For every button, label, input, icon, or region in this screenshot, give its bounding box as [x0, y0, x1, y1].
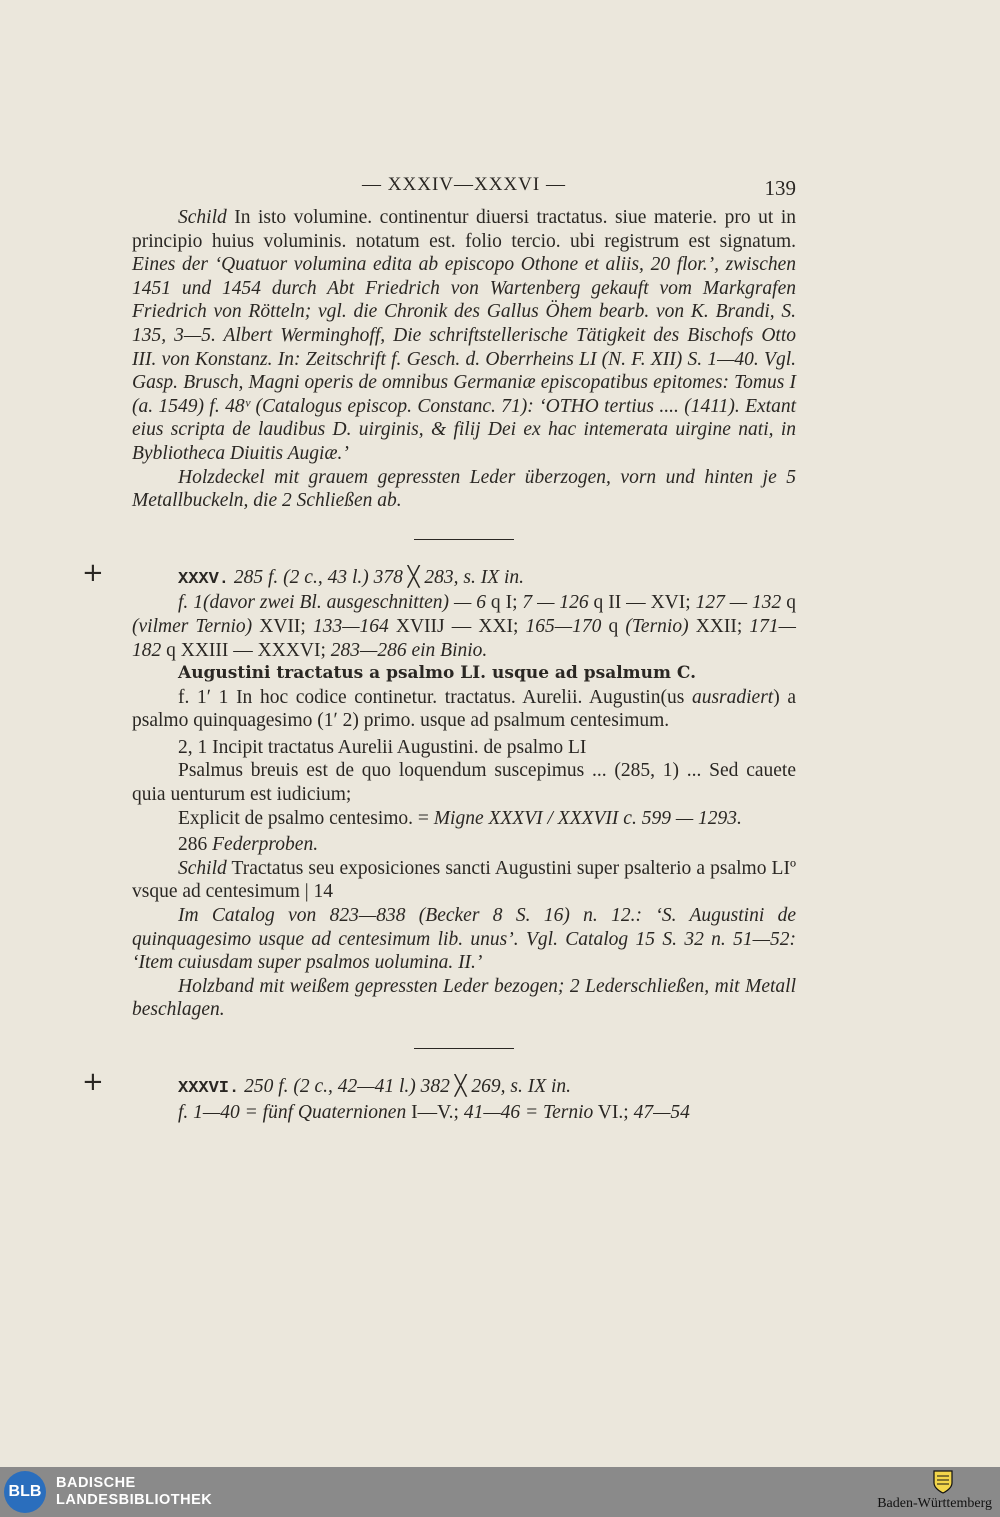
text-run: XXII;: [688, 615, 750, 637]
text-run: ) a psalmo quinquagesimo (1ʹ 2) primo. usque ad psalmum centesimum.: [132, 686, 796, 732]
text-run: 286: [178, 834, 208, 856]
text-run: (vilmer Ternio): [132, 615, 253, 637]
library-name-line1: BADISCHE: [56, 1475, 136, 1491]
page-header: [132, 172, 796, 202]
text-run: 133—164: [312, 615, 389, 637]
running-head: — XXXIV—XXXVI —: [362, 174, 566, 195]
paragraph: [132, 466, 796, 513]
text-run: XVIIJ — XXI;: [388, 615, 526, 637]
page-content: [82, 206, 796, 1124]
section-divider: [414, 539, 514, 540]
text-run: 47—54: [633, 1101, 690, 1123]
content-title: Augustini tractatus a psalmo LI. usque ad psalmum C.: [178, 663, 697, 684]
text-run: Migne XXXVI / XXXVII c. 599 — 1293.: [433, 807, 742, 829]
text-run: 165—170: [525, 615, 602, 637]
text-run: 283—286 ein Binio.: [330, 639, 488, 661]
collation: [132, 1101, 796, 1125]
paragraph: [132, 736, 796, 760]
paragraph: [132, 807, 796, 831]
paragraph: [132, 206, 796, 466]
entry-heading-line: [132, 1075, 796, 1101]
paragraph: [132, 759, 796, 806]
text-run: Schild: [178, 207, 227, 228]
text-run: In hoc codice continetur. tractatus. Aurelii. Augustin(us: [228, 686, 692, 708]
text-run: Tractatus seu exposiciones sancti Augustini super psalterio a psalmo LIº vsque ad centesimum | 14: [132, 857, 796, 903]
paragraph: [132, 975, 796, 1022]
text-run: 127 — 132: [695, 592, 782, 614]
text-run: 7 — 126: [522, 592, 589, 614]
text-run: f. 1—40 = fünf Quaternionen: [178, 1101, 407, 1123]
text-run: q I;: [485, 592, 523, 614]
text-run: q: [781, 592, 796, 614]
text-run: VI.;: [593, 1101, 634, 1123]
text-run: q XXIII — XXXVI;: [161, 639, 331, 661]
entry-number: XXXVI.: [178, 1079, 240, 1098]
text-run: f. 1(davor zwei Bl. ausgeschnitten) — 6: [178, 592, 486, 614]
footer-bar: [0, 1467, 1000, 1517]
text-run: (Ternio): [625, 615, 689, 637]
entry-heading-line: [132, 566, 796, 592]
plus-marker: +: [82, 557, 104, 588]
text-run: Holzband mit weißem gepressten Leder bezogen; 2 Lederschließen, mit Metall beschlagen.: [132, 975, 796, 1021]
text-run: f. 1ʹ 1: [178, 686, 229, 708]
text-run: 171—182: [132, 615, 796, 661]
text-run: I—V.;: [406, 1101, 464, 1123]
paragraph: [132, 904, 796, 975]
plus-marker: +: [82, 1067, 104, 1097]
text-run: Holzdeckel mit grauem gepressten Leder überzogen, vorn und hinten je 5 Metallbuckeln, die 2 Schließen ab.: [132, 466, 796, 512]
collation: [132, 591, 796, 662]
paragraph: [132, 686, 796, 733]
paragraph: [132, 857, 796, 904]
text-run: 41—46 = Ternio: [463, 1101, 594, 1123]
text-run: q: [601, 615, 626, 637]
paragraph: [132, 833, 796, 857]
text-run: Schild: [178, 857, 227, 879]
entry-number: XXXV.: [178, 569, 230, 589]
page-number: 139: [764, 176, 796, 200]
text-run: q II — XVI;: [588, 592, 696, 614]
entry-description: 250 f. (2 c., 42—41 l.) 382 ╳ 269, s. IX in.: [239, 1076, 572, 1097]
text-run: Federproben.: [207, 834, 319, 856]
text-run: Im Catalog von 823—838 (Becker 8 S. 16) n. 12.: ‘S. Augustini de quinquagesimo usque ad centesimum lib. unus’. Vgl. Catalog 15 S. 32 n. 51—52: ‘Item cuiusdam super psalmos uolumina. II.’: [132, 905, 796, 974]
entry-xxxv: [82, 557, 796, 1022]
text-run: XVII;: [252, 615, 313, 637]
text-run: Eines der ‘Quatuor volumina edita ab episcopo Othone et aliis, 20 flor.’, zwischen 1451 und 1454 durch Abt Friedrich von Wartenberg gekauft vom Markgrafen Friedrich von Rötteln; vgl. die Chronik des Gallus Öhem bearb. von K. Brandi, S. 135, 3—5. Albert Werminghoff, Die schriftstellerische Tätigkeit des Bischofs Otto III. von Konstanz. In: Zeitschrift f. Gesch. d. Oberrheins LI (N. F. XII) S. 1—40. Vgl. Gasp. Brusch, Magni operis de omnibus Germaniæ episcopatibus epitomes: Tomus I (a. 1549) f. 48ᵛ (Catalogus episcop. Constanc. 71): ‘OTHO tertius .... (1411). Extant eius scripta de laudibus D. uirginis, & filij Dei ex hac intemerata uirgine nati, in Bybliotheca Diuitis Augiæ.’: [132, 254, 796, 464]
library-name-line2: LANDESBIBLIOTHEK: [56, 1492, 213, 1508]
text-run: 2, 1: [178, 736, 208, 758]
blb-logo-icon[interactable]: BLB: [4, 1471, 46, 1513]
section-divider: [414, 1048, 514, 1049]
text-run: Explicit de psalmo centesimo. =: [178, 807, 434, 829]
entry-description: 285 f. (2 c., 43 l.) 378 ╳ 283, s. IX in.: [229, 566, 525, 588]
text-run: ausradiert: [691, 686, 774, 708]
state-name: Baden-Württemberg: [877, 1496, 992, 1511]
text-run: Psalmus breuis est de quo loquendum suscepimus ... (285, 1) ... Sed cauete quia uenturum est iudicium;: [132, 760, 796, 806]
entry-xxxvi: [82, 1067, 796, 1124]
text-run: Incipit tractatus Aurelii Augustini. de psalmo LI: [207, 736, 587, 758]
text-run: In isto volumine. continentur diuersi tractatus. siue materie. pro ut in principio huius voluminis. notatum est. folio tercio. ubi registrum est signatum.: [132, 207, 796, 252]
library-name[interactable]: [56, 1475, 212, 1509]
state-crest-icon: [932, 1469, 954, 1495]
